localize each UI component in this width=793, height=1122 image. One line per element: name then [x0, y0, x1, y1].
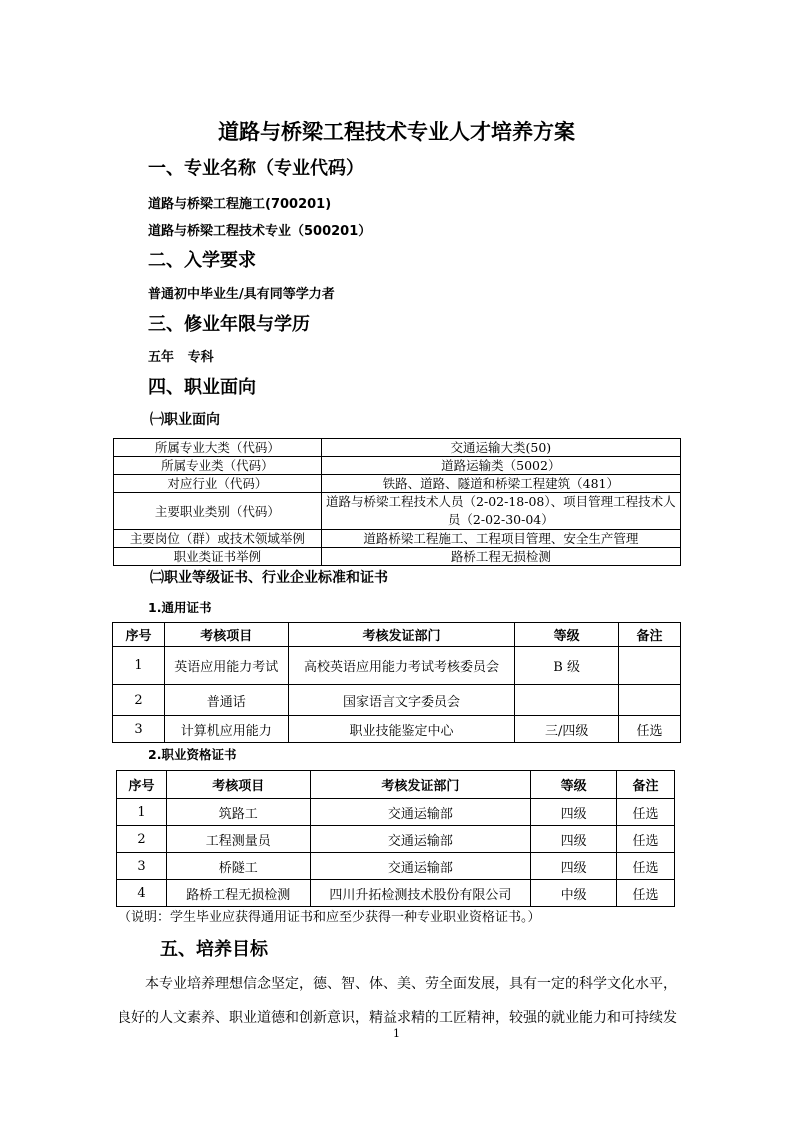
table-row: [117, 853, 675, 880]
cell: 3: [117, 853, 167, 880]
row-value: 交通运输大类(50): [321, 439, 680, 457]
training-objective-paragraph: 本专业培养理想信念坚定，德、智、体、美、劳全面发展，具有一定的科学文化水平，良好的人文素养、职业道德和创新意识，精益求精的工匠精神，较强的就业能力和可持续发: [117, 976, 677, 1026]
cell: 1: [113, 647, 165, 685]
row-label: 职业类证书举例: [114, 548, 322, 566]
cell: 2: [117, 826, 167, 853]
cell: 高校英语应用能力考试考核委员会: [288, 647, 515, 685]
cell: 普通话: [164, 685, 288, 716]
cell: 任选: [617, 880, 675, 907]
subsection-certificates: ㈡职业等级证书、行业企业标准和证书: [150, 570, 388, 586]
header-cell: 备注: [617, 771, 675, 799]
subsection-career-orientation: ㈠职业面向: [150, 412, 220, 428]
cell: 交通运输部: [310, 799, 531, 826]
table-row: [117, 799, 675, 826]
page-number: 1: [393, 1027, 400, 1040]
row-value: 道路与桥梁工程技术人员（2-02-18-08）、项目管理工程技术人员（2-02-30-04）: [321, 493, 680, 530]
cell: 3: [113, 716, 165, 743]
cell: 英语应用能力考试: [164, 647, 288, 685]
section-4-heading: 四、职业面向: [148, 377, 256, 398]
row-value: 路桥工程无损检测: [321, 548, 680, 566]
cell: 计算机应用能力: [164, 716, 288, 743]
section-5-heading: 五、培养目标: [160, 939, 268, 960]
section-1-heading: 一、专业名称（专业代码）: [148, 158, 364, 179]
section-3-heading: 三、修业年限与学历: [148, 314, 310, 335]
cell: 四川升拓检测技术股份有限公司: [310, 880, 531, 907]
header-cell: 序号: [117, 771, 167, 799]
row-value: 道路运输类（5002）: [321, 457, 680, 475]
cell: 四级: [531, 799, 617, 826]
row-label: 对应行业（代码）: [114, 475, 322, 493]
table-row: [113, 647, 681, 685]
table-row: [114, 493, 681, 530]
admission-requirement: 普通初中毕业生/具有同等学力者: [148, 287, 335, 302]
major-name-line-2: 道路与桥梁工程技术专业（500201）: [148, 224, 372, 239]
header-cell: 备注: [619, 623, 681, 647]
table-header-row: [113, 623, 681, 647]
section-2-heading: 二、入学要求: [148, 250, 256, 271]
general-certificates-table: [112, 622, 681, 743]
row-value: 铁路、道路、隧道和桥梁工程建筑（481）: [321, 475, 680, 493]
cell: 任选: [617, 853, 675, 880]
cell: 交通运输部: [310, 853, 531, 880]
major-name-line-1: 道路与桥梁工程施工(700201): [148, 197, 332, 212]
cell: 桥隧工: [166, 853, 310, 880]
cell: 四级: [531, 826, 617, 853]
table-row: [114, 530, 681, 548]
certificate-note: （说明：学生毕业应获得通用证书和应至少获得一种专业职业资格证书。）: [118, 910, 541, 925]
table-row: [114, 475, 681, 493]
row-label: 主要职业类别（代码）: [114, 493, 322, 530]
cell: 1: [117, 799, 167, 826]
cell: 2: [113, 685, 165, 716]
cell: 国家语言文字委员会: [288, 685, 515, 716]
row-value: 道路桥梁工程施工、工程项目管理、安全生产管理: [321, 530, 680, 548]
row-label: 所属专业大类（代码）: [114, 439, 322, 457]
cell: [619, 685, 681, 716]
document-title: 道路与桥梁工程技术专业人才培养方案: [218, 120, 575, 144]
cell: 任选: [619, 716, 681, 743]
qualification-certificates-label: 2.职业资格证书: [148, 747, 237, 762]
cell: 中级: [531, 880, 617, 907]
cell: 四级: [531, 853, 617, 880]
header-cell: 等级: [515, 623, 619, 647]
cell: 职业技能鉴定中心: [288, 716, 515, 743]
table-row: [113, 716, 681, 743]
general-certificates-label: 1.通用证书: [148, 600, 212, 615]
duration-degree: 五年 专科: [148, 350, 214, 365]
table-row: [114, 548, 681, 566]
header-cell: 等级: [531, 771, 617, 799]
cell: [515, 685, 619, 716]
cell: 路桥工程无损检测: [166, 880, 310, 907]
header-cell: 序号: [113, 623, 165, 647]
cell: B 级: [515, 647, 619, 685]
table-header-row: [117, 771, 675, 799]
cell: 交通运输部: [310, 826, 531, 853]
cell: 筑路工: [166, 799, 310, 826]
table-row: [113, 685, 681, 716]
cell: 任选: [617, 799, 675, 826]
cell: 工程测量员: [166, 826, 310, 853]
header-cell: 考核项目: [166, 771, 310, 799]
header-cell: 考核发证部门: [310, 771, 531, 799]
row-label: 所属专业类（代码）: [114, 457, 322, 475]
career-orientation-table: [113, 438, 681, 566]
cell: [619, 647, 681, 685]
header-cell: 考核发证部门: [288, 623, 515, 647]
table-row: [114, 457, 681, 475]
table-row: [114, 439, 681, 457]
table-row: [117, 880, 675, 907]
cell: 三/四级: [515, 716, 619, 743]
qualification-certificates-table: [116, 770, 675, 907]
row-label: 主要岗位（群）或技术领域举例: [114, 530, 322, 548]
cell: 4: [117, 880, 167, 907]
table-row: [117, 826, 675, 853]
cell: 任选: [617, 826, 675, 853]
header-cell: 考核项目: [164, 623, 288, 647]
